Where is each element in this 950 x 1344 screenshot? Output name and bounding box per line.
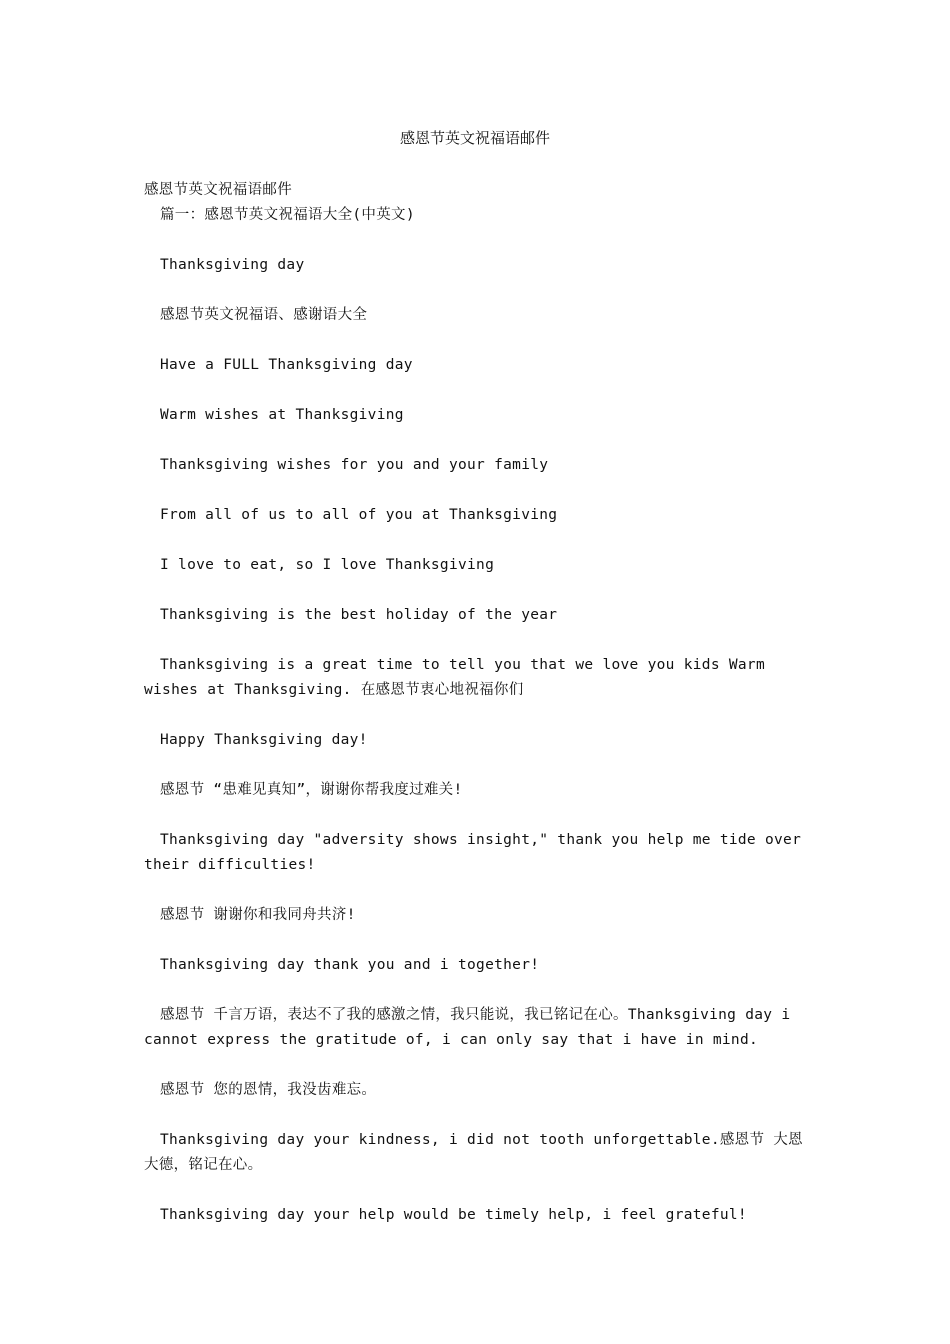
paragraph: 感恩节 “患难见真知”，谢谢你帮我度过难关!	[160, 782, 463, 798]
paragraph: Thanksgiving day "adversity shows insight," thank you help me tide over their difficulties!	[144, 832, 802, 873]
paragraph: Happy Thanksgiving day!	[160, 732, 368, 748]
paragraph: 感恩节 千言万语，表达不了我的感激之情，我只能说，我已铭记在心。Thanksgiving day i cannot express the gratitude of, i can only say that i have in mind.	[144, 1007, 791, 1048]
paragraph: Thanksgiving is the best holiday of the year	[160, 607, 558, 623]
document-title: 感恩节英文祝福语邮件	[399, 129, 550, 147]
section-subheading: 篇一：感恩节英文祝福语大全(中英文)	[160, 207, 415, 223]
section-heading: 感恩节英文祝福语邮件	[144, 182, 292, 198]
paragraph: Thanksgiving day your kindness, i did not tooth unforgettable.感恩节 大恩大德，铭记在心。	[144, 1132, 803, 1173]
document-body	[144, 178, 809, 1253]
paragraph: Thanksgiving day your help would be timely help, i feel grateful!	[160, 1207, 747, 1223]
paragraph: 感恩节 您的恩情，我没齿难忘。	[160, 1082, 377, 1098]
paragraph: 感恩节 谢谢你和我同舟共济!	[160, 907, 356, 923]
paragraph: Warm wishes at Thanksgiving	[160, 407, 404, 423]
paragraph: Have a FULL Thanksgiving day	[160, 357, 413, 373]
paragraph: Thanksgiving is a great time to tell you that we love you kids Warm wishes at Thanksgiving. 在感恩节衷心地祝福你们	[144, 657, 765, 698]
paragraph: From all of us to all of you at Thanksgiving	[160, 507, 558, 523]
paragraph: Thanksgiving day	[160, 257, 305, 273]
paragraph: Thanksgiving wishes for you and your family	[160, 457, 549, 473]
paragraph: Thanksgiving day thank you and i together!	[160, 957, 540, 973]
paragraph: 感恩节英文祝福语、感谢语大全	[160, 307, 368, 323]
paragraph: I love to eat, so I love Thanksgiving	[160, 557, 495, 573]
